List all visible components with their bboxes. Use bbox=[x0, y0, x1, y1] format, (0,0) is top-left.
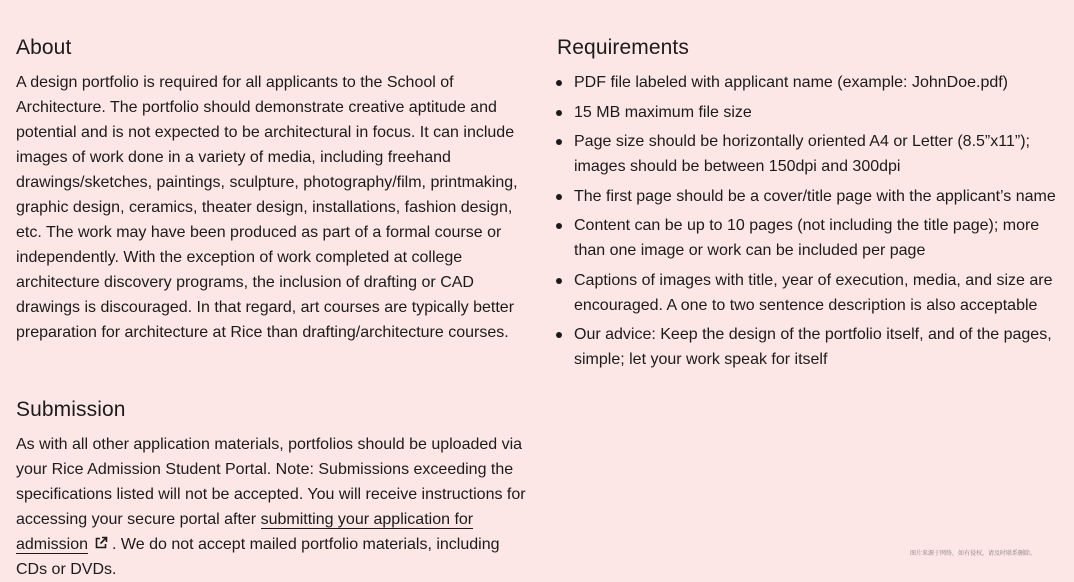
bullet-icon bbox=[556, 110, 562, 116]
list-item bbox=[556, 213, 1074, 263]
bullet-icon bbox=[556, 139, 562, 145]
submit-application-link[interactable]: submitting your application for admission bbox=[16, 511, 474, 553]
submission-heading: Submission bbox=[16, 398, 126, 421]
list-item bbox=[556, 322, 1074, 372]
bullet-icon bbox=[556, 80, 562, 86]
submission-text-after-link: . We do not accept mailed portfolio materials, including CDs or DVDs. bbox=[16, 536, 500, 578]
about-heading: About bbox=[16, 36, 72, 59]
bullet-icon bbox=[556, 278, 562, 284]
requirements-list bbox=[556, 70, 1074, 377]
requirement-text: Page size should be horizontally oriented A4 or Letter (8.5”x11”); images should be between 150dpi and 300dpi bbox=[574, 133, 1030, 175]
list-item bbox=[556, 129, 1074, 179]
bullet-icon bbox=[556, 223, 562, 229]
external-link-icon bbox=[94, 533, 108, 547]
submission-text-before-link: As with all other application materials, portfolios should be uploaded via your Rice Admission Student Portal. Note: Submissions exceeding the specifications listed will not be accepted. You will receive instructions for accessing your secure portal after bbox=[16, 436, 526, 528]
bullet-icon bbox=[556, 194, 562, 200]
requirement-text: The first page should be a cover/title page with the applicant’s name bbox=[574, 187, 1056, 205]
requirement-text: Captions of images with title, year of execution, media, and size are encouraged. A one to two sentence description is also acceptable bbox=[574, 271, 1053, 314]
list-item bbox=[556, 70, 1074, 95]
requirement-text: Our advice: Keep the design of the portfolio itself, and of the pages, simple; let your work speak for itself bbox=[574, 326, 1052, 368]
bullet-icon bbox=[556, 332, 562, 338]
list-item bbox=[556, 100, 1074, 125]
requirement-text: Content can be up to 10 pages (not including the title page); more than one image or work can be included per page bbox=[574, 217, 1040, 259]
list-item bbox=[556, 184, 1074, 209]
list-item bbox=[556, 268, 1074, 318]
requirement-text: PDF file labeled with applicant name (example: JohnDoe.pdf) bbox=[574, 74, 1009, 91]
submission-paragraph bbox=[16, 432, 528, 582]
watermark-text: 图片来源于网络，如有侵权，请及时联系删除。 bbox=[909, 550, 1036, 557]
requirements-heading: Requirements bbox=[557, 36, 689, 59]
about-paragraph: A design portfolio is required for all applicants to the School of Architecture. The portfolio should demonstrate creative aptitude and potential and is not expected to be architectural in focus. It can include images of work done in a variety of media, including freehand drawings/sketches, paintings, sculpture, photography/film, printmaking, graphic design, ceramics, theater design, installations, fashion design, etc. The work may have been produced as part of a formal course or independently. With the exception of work completed at college architecture discovery programs, the inclusion of drafting or CAD drawings is discouraged. In that regard, art courses are typically better preparation for architecture at Rice than drafting/architecture courses. bbox=[16, 74, 518, 341]
requirement-text: 15 MB maximum file size bbox=[574, 103, 752, 121]
